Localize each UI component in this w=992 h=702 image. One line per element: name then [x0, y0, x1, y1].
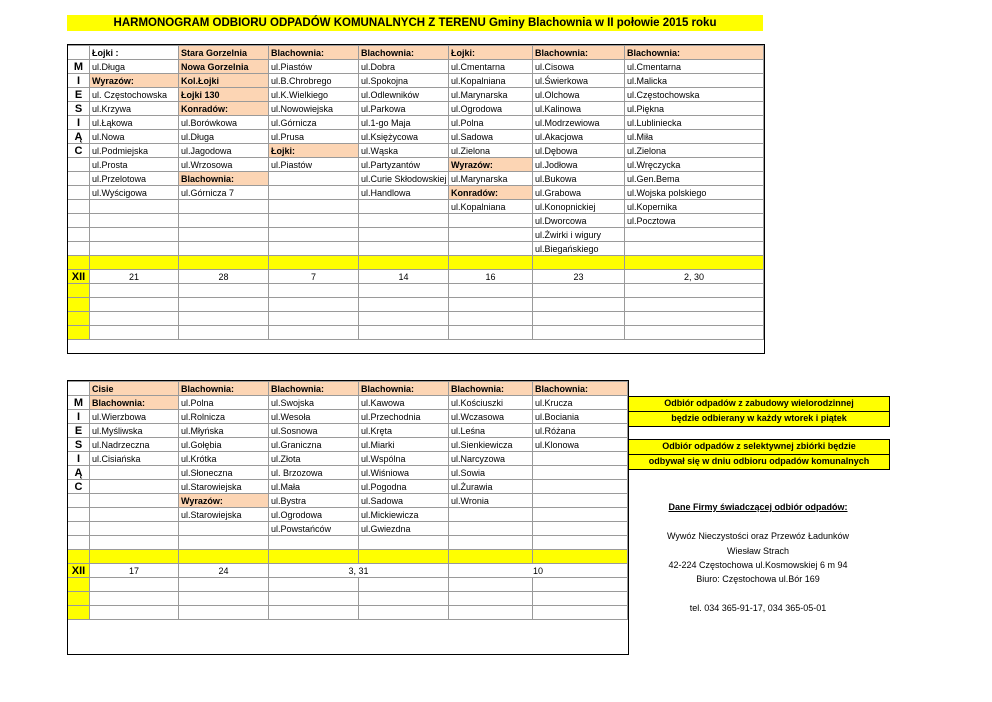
separator-cell: [359, 550, 449, 564]
street-cell: [359, 242, 449, 256]
empty-cell: [359, 326, 449, 340]
page-title: HARMONOGRAM ODBIORU ODPADÓW KOMUNALNYCH Z TERENU Gminy Blachownia w II połowie 2015 roku: [67, 15, 763, 31]
street-cell: ul.Gen.Bema: [625, 172, 764, 186]
street-cell: ul.Marynarska: [449, 88, 533, 102]
street-cell: [269, 214, 359, 228]
empty-cell: [359, 284, 449, 298]
street-cell: ul.1-go Maja: [359, 116, 449, 130]
street-cell: ul.Wyścigowa: [90, 186, 179, 200]
street-cell: [90, 200, 179, 214]
street-cell: ul.Nadrzeczna: [90, 438, 179, 452]
street-cell: ul.Żurawia: [449, 480, 533, 494]
street-cell: [533, 522, 628, 536]
empty-cell: [533, 284, 625, 298]
pickup-date: 24: [179, 564, 269, 578]
empty-cell: [179, 312, 269, 326]
street-cell: ul.Sosnowa: [269, 424, 359, 438]
separator-cell: [449, 550, 533, 564]
street-cell: ul.Klonowa: [533, 438, 628, 452]
street-cell: ul.Pogodna: [359, 480, 449, 494]
schedule-table-top: [67, 45, 764, 340]
street-cell: [359, 228, 449, 242]
street-cell: ul.Partyzantów: [359, 158, 449, 172]
street-cell: ul.Malicka: [625, 74, 764, 88]
month-letter: S: [68, 102, 90, 116]
street-cell: ul.Cmentarna: [625, 60, 764, 74]
street-cell: ul.Miarki: [359, 438, 449, 452]
street-cell: [90, 536, 179, 550]
street-cell: ul.Wesoła: [269, 410, 359, 424]
street-cell: ul.B.Chrobrego: [269, 74, 359, 88]
street-cell: Wyrazów:: [449, 158, 533, 172]
street-cell: [90, 480, 179, 494]
street-cell: ul.Gwiezdna: [359, 522, 449, 536]
street-cell: ul.Modrzewiowa: [533, 116, 625, 130]
street-cell: ul.Wczasowa: [449, 410, 533, 424]
street-cell: ul.Żwirki i wigury: [533, 228, 625, 242]
pickup-date: 17: [90, 564, 179, 578]
street-cell: ul.Sadowa: [449, 130, 533, 144]
empty-cell: [269, 298, 359, 312]
empty-cell: [533, 312, 625, 326]
month-letter: [68, 242, 90, 256]
street-cell: ul.Przelotowa: [90, 172, 179, 186]
empty-cell: [625, 284, 764, 298]
empty-cell: [90, 592, 179, 606]
street-cell: ul.Wspólna: [359, 452, 449, 466]
street-cell: ul.Cmentarna: [449, 60, 533, 74]
empty-cell: [359, 312, 449, 326]
street-cell: ul.Pocztowa: [625, 214, 764, 228]
month-letter: [68, 214, 90, 228]
street-cell: [269, 200, 359, 214]
pickup-date: 7: [269, 270, 359, 284]
empty-cell: [533, 606, 628, 620]
street-cell: ul.Dębowa: [533, 144, 625, 158]
pickup-date: 14: [359, 270, 449, 284]
street-cell: ul.Młyńska: [179, 424, 269, 438]
separator-cell: [449, 256, 533, 270]
street-cell: Łojki:: [449, 46, 533, 60]
row-marker: [68, 550, 90, 564]
street-cell: ul.Podmiejska: [90, 144, 179, 158]
empty-cell: [269, 312, 359, 326]
month-letter: [68, 158, 90, 172]
street-cell: ul.K.Wielkiego: [269, 88, 359, 102]
month-letter: [68, 508, 90, 522]
street-cell: ul.Piastów: [269, 60, 359, 74]
street-cell: ul.Krótka: [179, 452, 269, 466]
empty-cell: [533, 592, 628, 606]
row-marker: [68, 256, 90, 270]
street-cell: Blachownia:: [269, 382, 359, 396]
street-cell: ul.Polna: [449, 116, 533, 130]
empty-cell: [90, 284, 179, 298]
month-letter: [68, 172, 90, 186]
street-cell: [449, 242, 533, 256]
empty-cell: [359, 298, 449, 312]
street-cell: [449, 522, 533, 536]
empty-cell: [179, 606, 269, 620]
empty-cell: [359, 578, 449, 592]
street-cell: ul.Dworcowa: [533, 214, 625, 228]
street-cell: ul.Marynarska: [449, 172, 533, 186]
street-cell: ul.Sienkiewicza: [449, 438, 533, 452]
street-cell: [269, 186, 359, 200]
street-cell: ul.Ogrodowa: [269, 508, 359, 522]
pickup-date: 10: [449, 564, 628, 578]
street-cell: ul.Zielona: [625, 144, 764, 158]
month-letter: [68, 46, 90, 60]
street-cell: [90, 228, 179, 242]
street-cell: ul.Bystra: [269, 494, 359, 508]
empty-cell: [625, 312, 764, 326]
street-cell: Blachownia:: [625, 46, 764, 60]
street-cell: Łojki:: [269, 144, 359, 158]
empty-cell: [449, 298, 533, 312]
street-cell: Blachownia:: [359, 46, 449, 60]
street-cell: ul. Brzozowa: [269, 466, 359, 480]
street-cell: Blachownia:: [449, 382, 533, 396]
month-letter: E: [68, 424, 90, 438]
street-cell: [359, 200, 449, 214]
street-cell: ul.Odlewników: [359, 88, 449, 102]
empty-cell: [90, 326, 179, 340]
street-cell: ul.Nowa: [90, 130, 179, 144]
note-multifamily-line1: Odbiór odpadów z zabudowy wielorodzinnej: [628, 396, 890, 412]
empty-cell: [359, 606, 449, 620]
street-cell: ul.Krucza: [533, 396, 628, 410]
street-cell: ul.Sowia: [449, 466, 533, 480]
month-label: XII: [68, 564, 90, 578]
street-cell: [179, 200, 269, 214]
street-cell: ul.Długa: [90, 60, 179, 74]
street-cell: ul.Powstańców: [269, 522, 359, 536]
street-cell: Stara Gorzelnia: [179, 46, 269, 60]
separator-cell: [90, 256, 179, 270]
company-name: Wywóz Nieczystości oraz Przewóz Ładunków: [667, 531, 849, 541]
street-cell: [179, 228, 269, 242]
street-cell: ul.Częstochowska: [625, 88, 764, 102]
row-marker: [68, 592, 90, 606]
street-cell: [90, 508, 179, 522]
month-letter: S: [68, 438, 90, 452]
street-cell: ul.Biegańskiego: [533, 242, 625, 256]
street-cell: [449, 536, 533, 550]
street-cell: ul.Konopnickiej: [533, 200, 625, 214]
street-cell: ul.Prosta: [90, 158, 179, 172]
street-cell: ul.Ogrodowa: [449, 102, 533, 116]
street-cell: ul.Wrzosowa: [179, 158, 269, 172]
street-cell: ul.Myśliwska: [90, 424, 179, 438]
month-letter: M: [68, 60, 90, 74]
street-cell: [90, 214, 179, 228]
empty-cell: [269, 326, 359, 340]
street-cell: [359, 214, 449, 228]
street-cell: ul.Leśna: [449, 424, 533, 438]
separator-cell: [359, 256, 449, 270]
street-cell: [533, 480, 628, 494]
street-cell: Wyrazów:: [90, 74, 179, 88]
company-address: 42-224 Częstochowa ul.Kosmowskiej 6 m 94: [668, 560, 848, 570]
street-cell: ul.Świerkowa: [533, 74, 625, 88]
month-letter: Ą: [68, 466, 90, 480]
street-cell: [269, 172, 359, 186]
month-letter: C: [68, 144, 90, 158]
row-marker: [68, 298, 90, 312]
street-cell: Blachownia:: [533, 46, 625, 60]
street-cell: Blachownia:: [179, 382, 269, 396]
empty-cell: [179, 284, 269, 298]
empty-cell: [90, 312, 179, 326]
company-office: Biuro: Częstochowa ul.Bór 169: [696, 574, 820, 584]
empty-cell: [269, 606, 359, 620]
street-cell: ul.Olchowa: [533, 88, 625, 102]
street-cell: ul.Kościuszki: [449, 396, 533, 410]
street-cell: ul.Borówkowa: [179, 116, 269, 130]
street-cell: [269, 228, 359, 242]
street-cell: [179, 522, 269, 536]
street-cell: Konradów:: [179, 102, 269, 116]
street-cell: ul.Różana: [533, 424, 628, 438]
street-cell: [90, 522, 179, 536]
street-cell: Blachownia:: [269, 46, 359, 60]
month-letter: I: [68, 74, 90, 88]
empty-cell: [269, 284, 359, 298]
street-cell: [533, 536, 628, 550]
month-letter: M: [68, 396, 90, 410]
pickup-date: 28: [179, 270, 269, 284]
month-letter: E: [68, 88, 90, 102]
schedule-table-bottom: [67, 381, 628, 620]
month-letter: [68, 536, 90, 550]
empty-cell: [449, 592, 533, 606]
street-cell: ul.Lubliniecka: [625, 116, 764, 130]
empty-cell: [269, 592, 359, 606]
month-letter: [68, 228, 90, 242]
street-cell: Łojki 130: [179, 88, 269, 102]
empty-cell: [90, 578, 179, 592]
street-cell: ul.Wiśniowa: [359, 466, 449, 480]
street-cell: ul.Graniczna: [269, 438, 359, 452]
street-cell: ul.Bukowa: [533, 172, 625, 186]
empty-cell: [533, 298, 625, 312]
street-cell: ul.Wojska polskiego: [625, 186, 764, 200]
street-cell: ul.Kawowa: [359, 396, 449, 410]
month-letter: [68, 382, 90, 396]
company-owner: Wiesław Strach: [726, 546, 789, 556]
street-cell: ul.Handlowa: [359, 186, 449, 200]
pickup-date: 16: [449, 270, 533, 284]
street-cell: ul.Przechodnia: [359, 410, 449, 424]
pickup-date: 3, 31: [269, 564, 449, 578]
street-cell: ul. Częstochowska: [90, 88, 179, 102]
separator-cell: [90, 550, 179, 564]
street-cell: ul.Dobra: [359, 60, 449, 74]
street-cell: [449, 214, 533, 228]
street-cell: [359, 536, 449, 550]
street-cell: [533, 494, 628, 508]
street-cell: ul.Wręczycka: [625, 158, 764, 172]
separator-cell: [625, 256, 764, 270]
street-cell: [179, 242, 269, 256]
street-cell: ul.Mała: [269, 480, 359, 494]
street-cell: ul.Kopalniana: [449, 74, 533, 88]
separator-cell: [269, 550, 359, 564]
month-letter: [68, 522, 90, 536]
street-cell: ul.Łąkowa: [90, 116, 179, 130]
street-cell: ul.Akacjowa: [533, 130, 625, 144]
street-cell: [533, 466, 628, 480]
street-cell: ul.Kopalniana: [449, 200, 533, 214]
row-marker: [68, 606, 90, 620]
street-cell: ul.Zielona: [449, 144, 533, 158]
street-cell: [533, 508, 628, 522]
note-multifamily-line2: będzie odbierany w każdy wtorek i piątek: [628, 411, 890, 427]
empty-cell: [533, 326, 625, 340]
separator-cell: [533, 550, 628, 564]
month-letter: I: [68, 452, 90, 466]
street-cell: Wyrazów:: [179, 494, 269, 508]
street-cell: [449, 508, 533, 522]
row-marker: [68, 578, 90, 592]
empty-cell: [179, 592, 269, 606]
empty-cell: [449, 284, 533, 298]
street-cell: Blachownia:: [359, 382, 449, 396]
street-cell: ul.Parkowa: [359, 102, 449, 116]
note-selective-line1: Odbiór odpadów z selektywnej zbiórki będzie: [628, 439, 890, 455]
empty-cell: [449, 312, 533, 326]
street-cell: Nowa Gorzelnia: [179, 60, 269, 74]
street-cell: ul.Górnicza 7: [179, 186, 269, 200]
month-letter: C: [68, 480, 90, 494]
company-heading: Dane Firmy świadczącej odbiór odpadów:: [668, 502, 848, 512]
street-cell: ul.Księżycowa: [359, 130, 449, 144]
note-selective-line2: odbywał się w dniu odbioru odpadów komunalnych: [628, 454, 890, 470]
street-cell: ul.Wierzbowa: [90, 410, 179, 424]
street-cell: ul.Kręta: [359, 424, 449, 438]
street-cell: ul.Rolnicza: [179, 410, 269, 424]
street-cell: ul.Kalinowa: [533, 102, 625, 116]
street-cell: Łojki :: [90, 46, 179, 60]
street-cell: ul.Bociania: [533, 410, 628, 424]
street-cell: ul.Piękna: [625, 102, 764, 116]
empty-cell: [449, 326, 533, 340]
street-cell: Cisie: [90, 382, 179, 396]
street-cell: [179, 536, 269, 550]
month-letter: I: [68, 410, 90, 424]
street-cell: [533, 452, 628, 466]
street-cell: [179, 214, 269, 228]
street-cell: ul.Górnicza: [269, 116, 359, 130]
street-cell: [269, 536, 359, 550]
empty-cell: [533, 578, 628, 592]
company-phone: tel. 034 365-91-17, 034 365-05-01: [689, 603, 827, 613]
empty-cell: [269, 578, 359, 592]
month-letter: Ą: [68, 130, 90, 144]
street-cell: ul.Kopernika: [625, 200, 764, 214]
street-cell: ul.Krzywa: [90, 102, 179, 116]
empty-cell: [449, 578, 533, 592]
street-cell: ul.Starowiejska: [179, 508, 269, 522]
street-cell: [269, 242, 359, 256]
street-cell: ul.Polna: [179, 396, 269, 410]
street-cell: ul.Słoneczna: [179, 466, 269, 480]
month-label: XII: [68, 270, 90, 284]
street-cell: ul.Narcyzowa: [449, 452, 533, 466]
street-cell: ul.Cisowa: [533, 60, 625, 74]
street-cell: ul.Starowiejska: [179, 480, 269, 494]
empty-cell: [179, 298, 269, 312]
street-cell: Blachownia:: [179, 172, 269, 186]
empty-cell: [90, 298, 179, 312]
pickup-date: 23: [533, 270, 625, 284]
month-letter: [68, 186, 90, 200]
street-cell: ul.Wąska: [359, 144, 449, 158]
empty-cell: [90, 606, 179, 620]
street-cell: Konradów:: [449, 186, 533, 200]
street-cell: [90, 494, 179, 508]
month-letter: I: [68, 116, 90, 130]
empty-cell: [179, 578, 269, 592]
month-letter: [68, 200, 90, 214]
street-cell: [625, 242, 764, 256]
street-cell: ul.Grabowa: [533, 186, 625, 200]
empty-cell: [179, 326, 269, 340]
separator-cell: [179, 550, 269, 564]
row-marker: [68, 326, 90, 340]
street-cell: ul.Mickiewicza: [359, 508, 449, 522]
empty-cell: [625, 326, 764, 340]
street-cell: ul.Miła: [625, 130, 764, 144]
street-cell: Kol.Łojki: [179, 74, 269, 88]
street-cell: Blachownia:: [90, 396, 179, 410]
street-cell: ul.Sadowa: [359, 494, 449, 508]
street-cell: ul.Curie Skłodowskiej: [359, 172, 449, 186]
street-cell: [90, 242, 179, 256]
month-letter: [68, 494, 90, 508]
separator-cell: [533, 256, 625, 270]
separator-cell: [179, 256, 269, 270]
street-cell: ul.Wronia: [449, 494, 533, 508]
street-cell: ul.Długa: [179, 130, 269, 144]
empty-cell: [449, 606, 533, 620]
row-marker: [68, 312, 90, 326]
street-cell: [449, 228, 533, 242]
street-cell: ul.Złota: [269, 452, 359, 466]
street-cell: Blachownia:: [533, 382, 628, 396]
street-cell: ul.Gołębia: [179, 438, 269, 452]
street-cell: ul.Prusa: [269, 130, 359, 144]
street-cell: ul.Swojska: [269, 396, 359, 410]
separator-cell: [269, 256, 359, 270]
street-cell: [625, 228, 764, 242]
empty-cell: [359, 592, 449, 606]
street-cell: ul.Jagodowa: [179, 144, 269, 158]
street-cell: ul.Cisiańska: [90, 452, 179, 466]
street-cell: ul.Piastów: [269, 158, 359, 172]
pickup-date: 2, 30: [625, 270, 764, 284]
empty-cell: [625, 298, 764, 312]
street-cell: ul.Jodłowa: [533, 158, 625, 172]
street-cell: ul.Spokojna: [359, 74, 449, 88]
pickup-date: 21: [90, 270, 179, 284]
street-cell: [90, 466, 179, 480]
street-cell: ul.Nowowiejska: [269, 102, 359, 116]
row-marker: [68, 284, 90, 298]
